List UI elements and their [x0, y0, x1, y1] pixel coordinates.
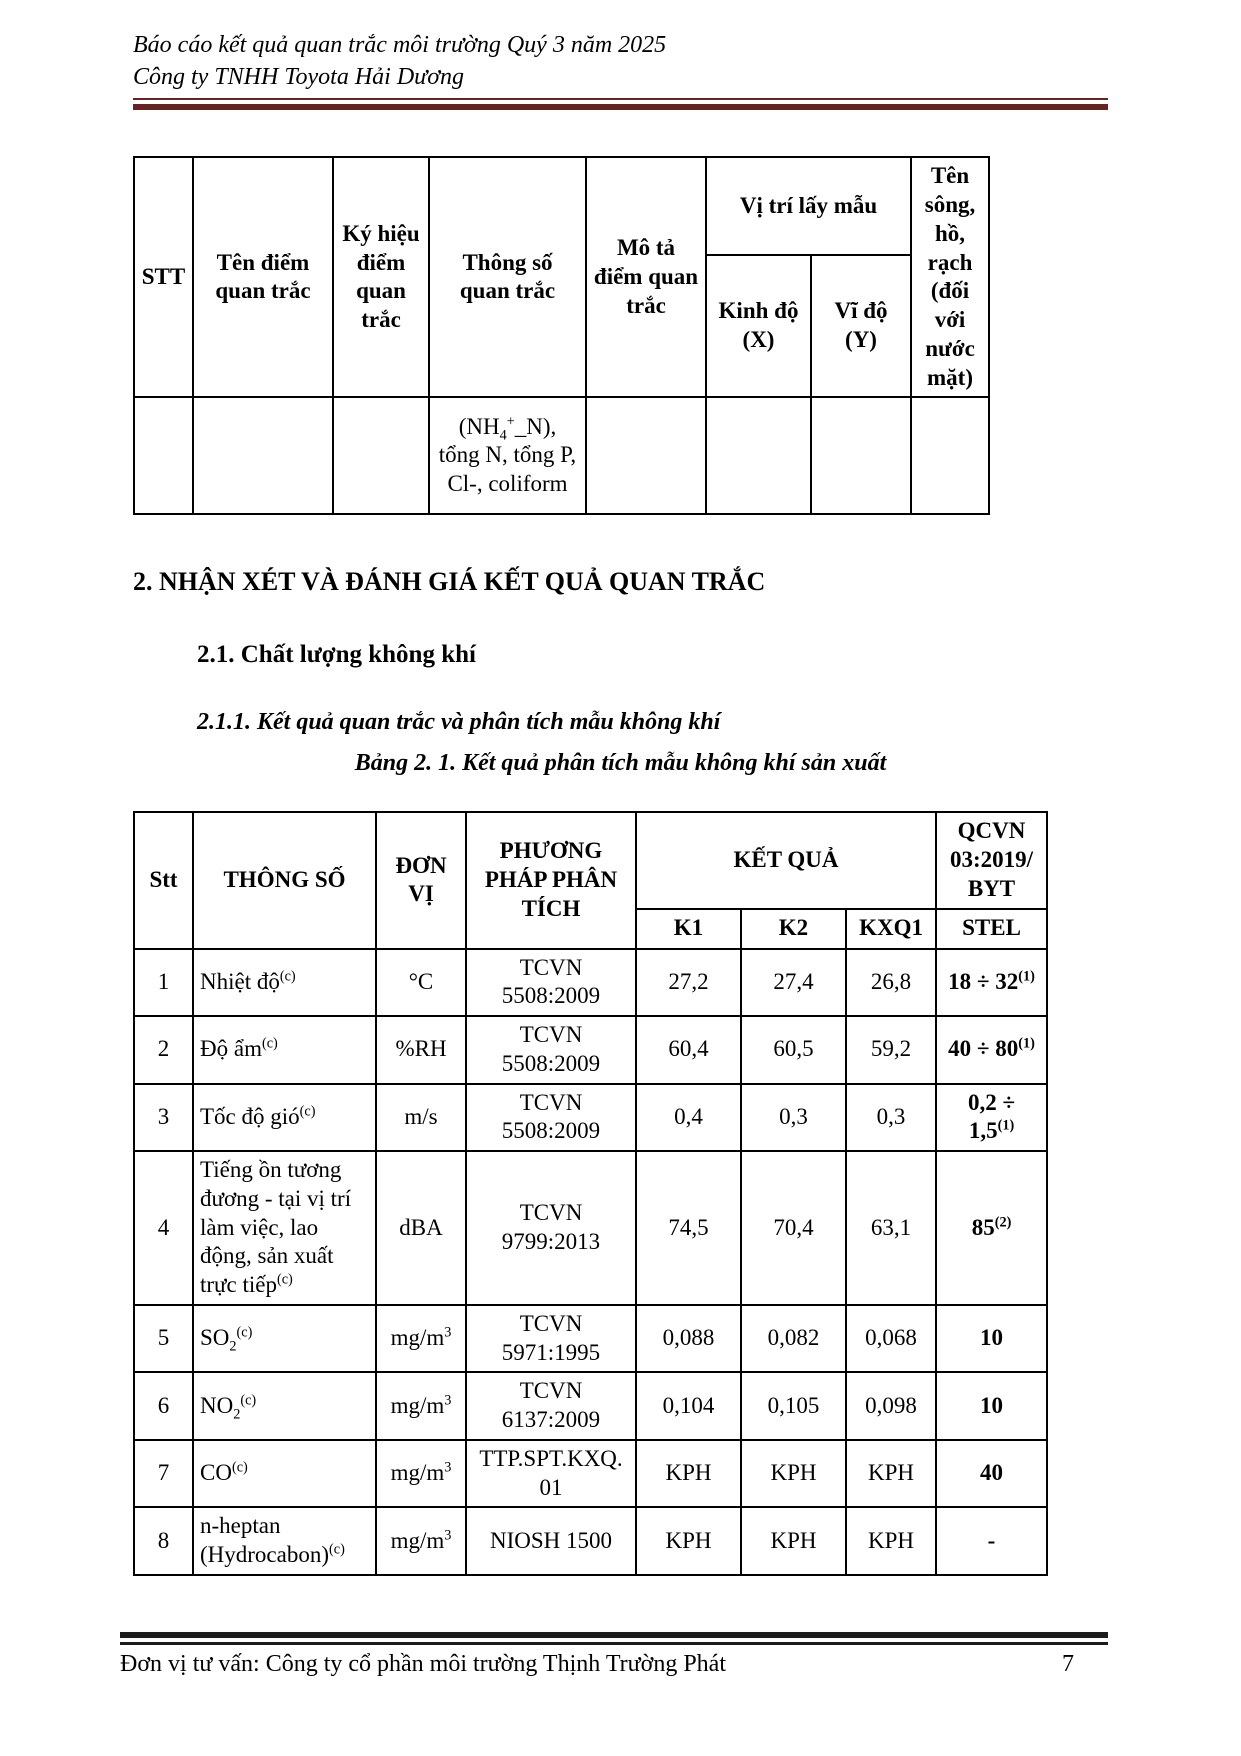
cell-param: Tốc độ gió$^{(c)}$ [193, 1084, 376, 1152]
col-description: Mô tả điểm quan trắc [586, 157, 706, 397]
page-footer [120, 1632, 1108, 1678]
cell-kxq1: 63,1 [846, 1151, 936, 1305]
air-col-qcvn: QCVN 03:2019/ BYT [936, 812, 1047, 908]
cell-longitude [706, 397, 811, 514]
cell-kxq1: 0,068 [846, 1305, 936, 1373]
cell-k2: 60,5 [741, 1016, 846, 1084]
air-table-row [134, 1016, 1047, 1084]
cell-symbol [333, 397, 429, 514]
cell-stt: 6 [134, 1372, 193, 1440]
cell-stel: 85$^{(2)}$ [936, 1151, 1047, 1305]
cell-k2: 70,4 [741, 1151, 846, 1305]
cell-method: TCVN 5508:2009 [466, 1084, 636, 1152]
cell-stel: $40 \div 80^{(1)}$ [936, 1016, 1047, 1084]
cell-param: Độ ẩm$^{(c)}$ [193, 1016, 376, 1084]
report-title-line: Báo cáo kết quả quan trắc môi trường Quý 3 năm 2025 [133, 32, 667, 58]
cell-stel: 10 [936, 1305, 1047, 1373]
cell-param: CO$^{(c)}$ [193, 1440, 376, 1508]
cell-latitude [811, 397, 911, 514]
cell-k2: 27,4 [741, 949, 846, 1017]
section-heading-2-1-1: 2.1.1. Kết quả quan trắc và phân tích mẫu không khí [197, 709, 721, 736]
cell-method: TCVN 6137:2009 [466, 1372, 636, 1440]
header-rule [133, 98, 1108, 110]
footer-text: Đơn vị tư vấn: Công ty cổ phần môi trường Thịnh Trường Phát [120, 1651, 726, 1677]
col-symbol: Ký hiệu điểm quan trắc [333, 157, 429, 397]
cell-k1: 60,4 [636, 1016, 741, 1084]
cell-kxq1: KPH [846, 1507, 936, 1575]
cell-point-name [193, 397, 333, 514]
cell-k1: 74,5 [636, 1151, 741, 1305]
cell-unit: m/s [376, 1084, 466, 1152]
cell-stt: 5 [134, 1305, 193, 1373]
col-latitude: Vĩ độ (Y) [811, 255, 911, 397]
cell-k1: 27,2 [636, 949, 741, 1017]
cell-method: TCVN 9799:2013 [466, 1151, 636, 1305]
cell-stel: - [936, 1507, 1047, 1575]
cell-kxq1: 59,2 [846, 1016, 936, 1084]
footer-rule [120, 1632, 1108, 1645]
cell-stt: 3 [134, 1084, 193, 1152]
cell-param: Tiếng ồn tương đương - tại vị trí làm việc, lao động, sản xuất trực tiếp$^{(c)}$ [193, 1151, 376, 1305]
cell-stel: 40 [936, 1440, 1047, 1508]
cell-method: TTP.SPT.KXQ. 01 [466, 1440, 636, 1508]
cell-stt: 7 [134, 1440, 193, 1508]
cell-k1: KPH [636, 1507, 741, 1575]
air-col-param: THÔNG SỐ [193, 812, 376, 948]
cell-stel: 10 [936, 1372, 1047, 1440]
sampling-table-row [134, 397, 989, 514]
cell-k2: 0,082 [741, 1305, 846, 1373]
cell-unit: °C [376, 949, 466, 1017]
air-col-unit: ĐƠN VỊ [376, 812, 466, 948]
company-line: Công ty TNHH Toyota Hải Dương [133, 63, 465, 90]
cell-k2: 0,3 [741, 1084, 846, 1152]
cell-unit: $mg/m^3$ [376, 1305, 466, 1373]
air-table-row [134, 1305, 1047, 1373]
col-point-name: Tên điểm quan trắc [193, 157, 333, 397]
air-table-row [134, 1084, 1047, 1152]
cell-unit: %RH [376, 1016, 466, 1084]
cell-stel: $18 \div 32^{(1)}$ [936, 949, 1047, 1017]
cell-k1: 0,4 [636, 1084, 741, 1152]
air-col-method: PHƯƠNG PHÁP PHÂN TÍCH [466, 812, 636, 948]
col-stt: STT [134, 157, 193, 397]
air-quality-table [133, 811, 1048, 1576]
cell-kxq1: 0,098 [846, 1372, 936, 1440]
air-table-row [134, 1440, 1047, 1508]
air-col-k1: K1 [636, 909, 741, 949]
cell-kxq1: KPH [846, 1440, 936, 1508]
air-table-row [134, 1151, 1047, 1305]
page-number: 7 [1062, 1651, 1074, 1677]
cell-stel: $0,2 \div 1,5^{(1)}$ [936, 1084, 1047, 1152]
cell-unit: $mg/m^3$ [376, 1372, 466, 1440]
cell-kxq1: 26,8 [846, 949, 936, 1017]
air-col-stel: STEL [936, 909, 1047, 949]
air-table-row [134, 949, 1047, 1017]
cell-stt: 8 [134, 1507, 193, 1575]
air-col-stt: Stt [134, 812, 193, 948]
cell-stt: 1 [134, 949, 193, 1017]
table-caption: Bảng 2. 1. Kết quả phân tích mẫu không khí sản xuất [354, 750, 887, 777]
cell-method: TCVN 5508:2009 [466, 1016, 636, 1084]
cell-stt: 2 [134, 1016, 193, 1084]
page-header [133, 30, 1108, 93]
cell-river [911, 397, 989, 514]
air-table-body [134, 949, 1047, 1575]
cell-param: Nhiệt độ$^{(c)}$ [193, 949, 376, 1017]
air-table-row [134, 1372, 1047, 1440]
cell-unit: $mg/m^3$ [376, 1507, 466, 1575]
air-table-row [134, 1507, 1047, 1575]
air-col-kxq1: KXQ1 [846, 909, 936, 949]
cell-stt: 4 [134, 1151, 193, 1305]
cell-param: n-heptan (Hydrocabon)$^{(c)}$ [193, 1507, 376, 1575]
sampling-location-table [133, 156, 990, 515]
cell-method: TCVN 5508:2009 [466, 949, 636, 1017]
section-heading-2-1: 2.1. Chất lượng không khí [197, 641, 476, 669]
cell-unit: $mg/m^3$ [376, 1440, 466, 1508]
cell-description [586, 397, 706, 514]
section-heading-2: 2. NHẬN XÉT VÀ ĐÁNH GIÁ KẾT QUẢ QUAN TRẮC [133, 567, 766, 597]
air-col-result-group: KẾT QUẢ [636, 812, 936, 908]
cell-k1: 0,104 [636, 1372, 741, 1440]
cell-k2: 0,105 [741, 1372, 846, 1440]
cell-k1: 0,088 [636, 1305, 741, 1373]
cell-k2: KPH [741, 1507, 846, 1575]
cell-parameters: $(NH_4^+\_N)$, tổng N, tổng P, Cl-, coliform [429, 397, 586, 514]
cell-unit: dBA [376, 1151, 466, 1305]
cell-method: TCVN 5971:1995 [466, 1305, 636, 1373]
cell-param: $SO_2^{(c)}$ [193, 1305, 376, 1373]
cell-k1: KPH [636, 1440, 741, 1508]
cell-method: NIOSH 1500 [466, 1507, 636, 1575]
air-col-k2: K2 [741, 909, 846, 949]
col-river: Tên sông, hồ, rạch (đối với nước mặt) [911, 157, 989, 397]
col-location-group: Vị trí lấy mẫu [706, 157, 911, 255]
cell-stt [134, 397, 193, 514]
col-parameters: Thông số quan trắc [429, 157, 586, 397]
col-longitude: Kinh độ (X) [706, 255, 811, 397]
cell-k2: KPH [741, 1440, 846, 1508]
cell-kxq1: 0,3 [846, 1084, 936, 1152]
cell-param: $NO_2^{(c)}$ [193, 1372, 376, 1440]
